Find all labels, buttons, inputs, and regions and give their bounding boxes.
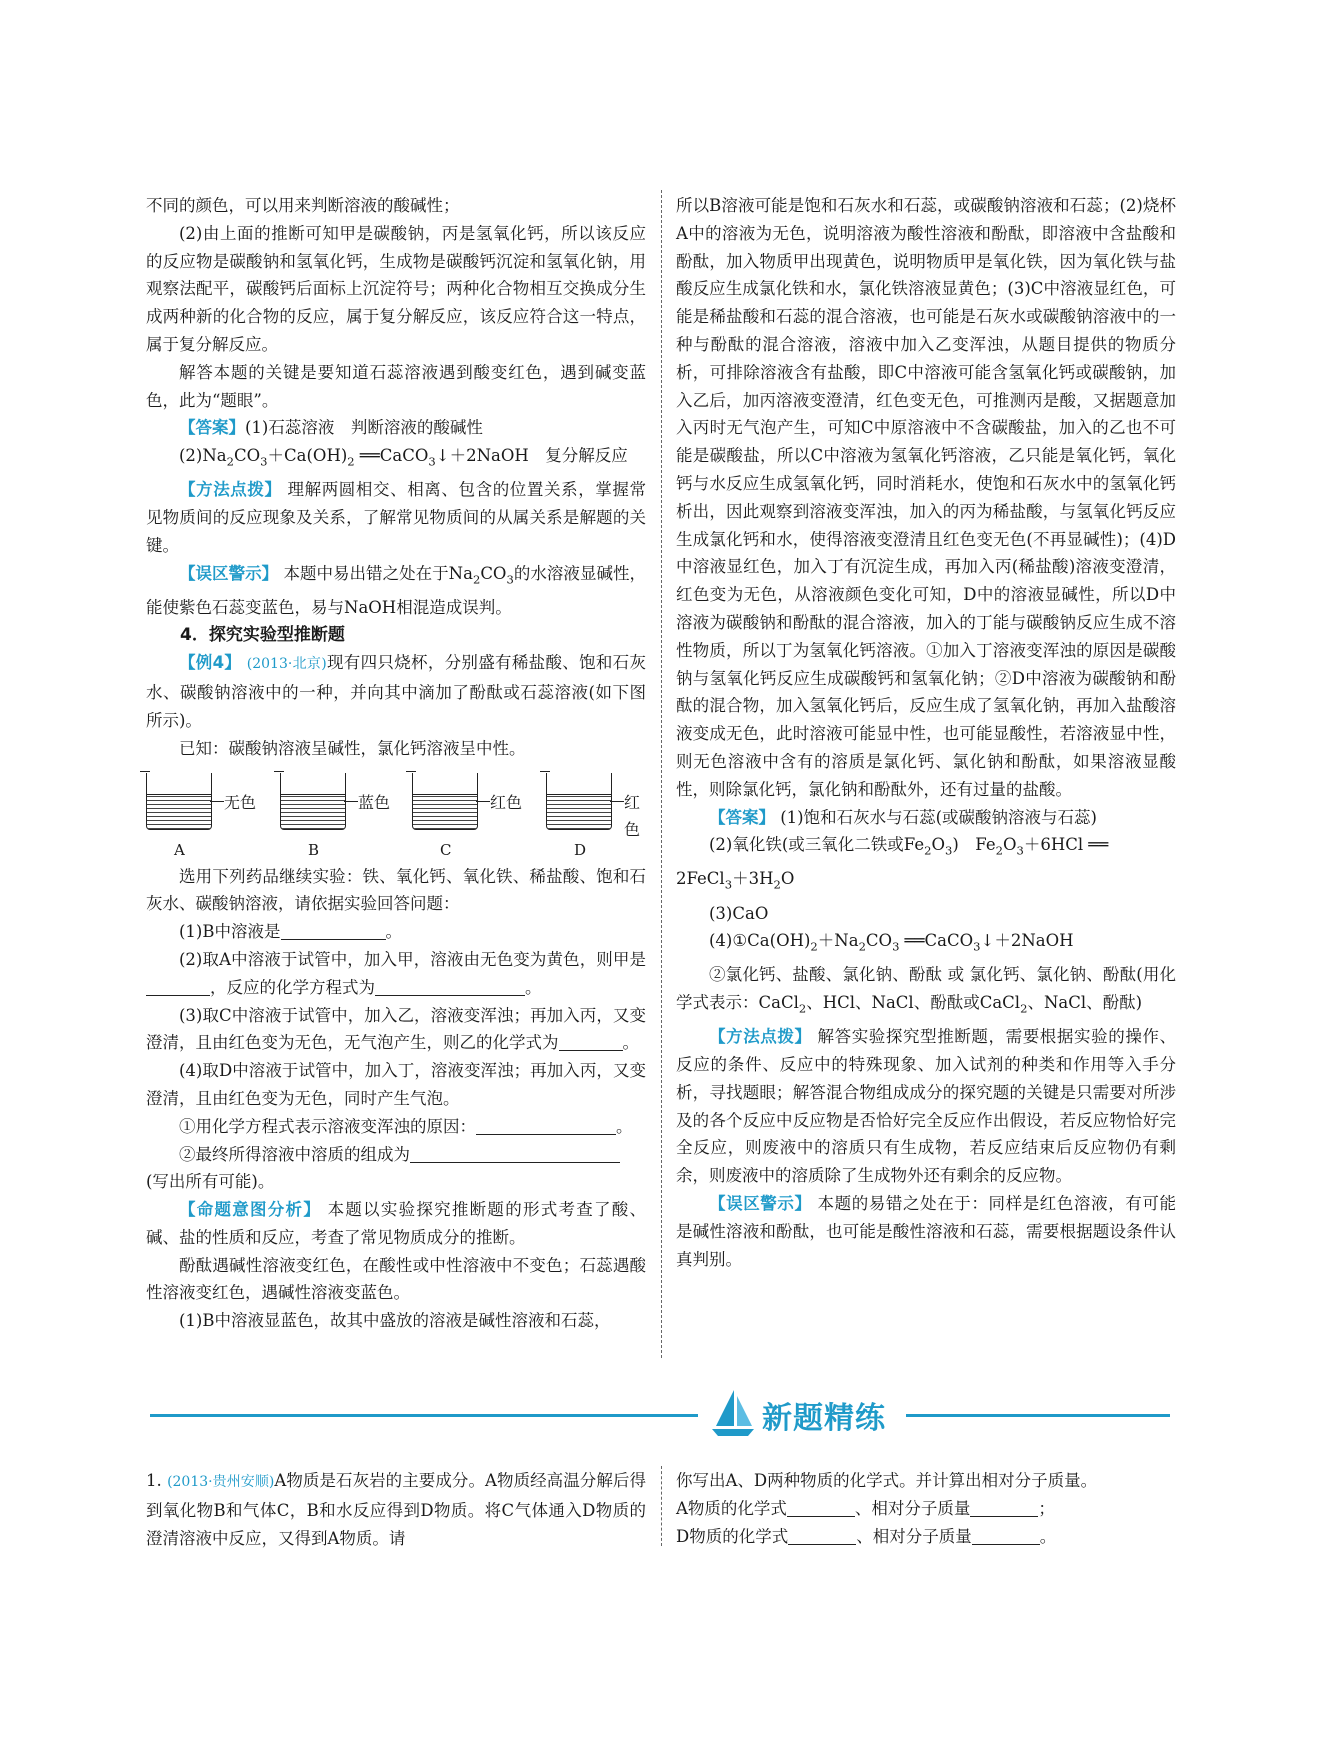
answer-blank (410, 1145, 620, 1163)
question-4-1: ①用化学方程式表示溶液变浑浊的原因： 。 (179, 1116, 633, 1136)
section-banner (150, 1384, 1170, 1444)
warning-tag: 【误区警示】 (709, 1194, 812, 1214)
sailboat-icon (710, 1388, 756, 1438)
intent-analysis: 【命题意图分析】 本题以实验探究推断题的形式考查了酸、碱、盐的性质和反应，考查了常见物质成分的推断。 (146, 1200, 647, 1247)
answer-line-3: (3)CaO (709, 903, 769, 923)
method-tag: 【方法点拨】 (179, 480, 282, 500)
answer-blank (559, 1034, 623, 1052)
beaker-icon (280, 773, 346, 830)
beaker-icon (146, 773, 212, 830)
beaker-label: 红色 (490, 792, 523, 812)
error-warning: 【误区警示】 本题中易出错之处在于$Na_2CO_3$的水溶液显碱性，能使紫色石蕊变蓝色，易与NaOH相混造成误判。 (146, 563, 647, 617)
practice-question-1-cont: 你写出A、D两种物质的化学式。并计算出相对分子质量。 (676, 1471, 1098, 1490)
paragraph: 解答本题的关键是要知道石蕊溶液遇到酸变红色，遇到碱变蓝色，此为“题眼”。 (146, 362, 646, 410)
beaker-letter: A (174, 840, 185, 859)
error-warning: 【误区警示】 本题的易错之处在于：同样是红色溶液，有可能是碱性溶液和酚酞，也可能是酸性溶液和石蕊，需要根据题设条件认真判别。 (676, 1194, 1177, 1269)
method-tip: 【方法点拨】 理解两圆相交、相离、包含的位置关系，掌握常见物质间的反应现象及关系，了解常见物质间的从属关系是解题的关键。 (146, 480, 647, 555)
known-condition: 已知：碳酸钠溶液呈碱性，氯化钙溶液呈中性。 (179, 738, 526, 758)
question-1: (1)B中溶液是 。 (179, 922, 402, 942)
question-4-2-note: (写出所有可能)。 (146, 1172, 275, 1192)
answer-blank (972, 1527, 1040, 1545)
answer-text: (1)石蕊溶液 判断溶液的酸碱性 (245, 418, 483, 438)
left-column (146, 192, 646, 1335)
answer-tag: 【答案】 (179, 418, 245, 438)
practice-right (676, 1467, 1176, 1550)
method-tip: 【方法点拨】 解答实验探究型推断题，需要根据实验的操作、反应的条件、反应中的特殊现象、加入试剂的种类和作用等入手分析，寻找题眼；解答混合物组成成分的探究题的关键是只需要对所涉及的各个反应中反应物是否恰好完全反应作出假设，若反应物恰好完全反应，则废液中的溶质只有生成物，若反应结束后反应物仍有剩余，则废液中的溶质除了生成物外还有剩余的反应物。 (676, 1027, 1177, 1186)
banner-line-right (906, 1414, 1170, 1417)
answer-line-2: $(2)Na_2CO_3+Ca(OH)_2$ ══CaCO$_3$↓＋2NaOH 复分解反应 (179, 446, 628, 469)
column-divider (661, 1466, 662, 1546)
question-4-2: ②最终所得溶液中溶质的组成为 (146, 1141, 646, 1169)
practice-answer-d: D物质的化学式 、相对分子质量 。 (676, 1526, 1057, 1546)
answer-line-5: ②氯化钙、盐酸、氯化钠、酚酞 或 氯化钙、氯化钠、酚酞(用化学式表示：CaCl$_2$、HCl、NaCl、酚酞或CaCl$_2$、NaCl、酚酞) (676, 965, 1176, 1016)
answer-blank (146, 978, 210, 996)
answer-line-2b: $2FeCl_3+3H_2O$ (676, 869, 795, 892)
paragraph: 酚酞遇碱性溶液变红色，在酸性或中性溶液中不变色；石蕊遇酸性溶液变红色，遇碱性溶液变蓝色。 (146, 1255, 646, 1303)
beaker-letter: B (308, 840, 320, 859)
beaker-label: 蓝色 (358, 792, 391, 812)
beaker-icon (412, 773, 478, 830)
banner-line-left (150, 1414, 698, 1417)
example-4: 【例4】 (2013·北京)现有四只烧杯，分别盛有稀盐酸、饱和石灰水、碳酸钠溶液中的一种，并向其中滴加了酚酞或石蕊溶液(如下图所示)。 (146, 653, 646, 730)
answer-line-4: $(4)①Ca(OH)_2+Na_2CO_3$ ══CaCO$_3$↓＋2NaOH (709, 931, 1074, 954)
warning-tag: 【误区警示】 (179, 563, 279, 583)
answer-blank (375, 978, 525, 996)
answer-blank (970, 1499, 1038, 1517)
answer-tag: 【答案】 (709, 807, 775, 827)
paragraph: (2)由上面的推断可知甲是碳酸钠，丙是氢氧化钙，所以该反应的反应物是碳酸钠和氢氧化钙，生成物是碳酸钙沉淀和氢氧化钠，用观察法配平，碳酸钙后面标上沉淀符号；两种化合物相互交换成分生成两种新的化合物的反应，属于复分解反应，该反应符合这一特点，属于复分解反应。 (146, 223, 646, 354)
beaker-figure (146, 767, 646, 861)
answer-blank (787, 1499, 855, 1517)
answer-blank (476, 1117, 616, 1135)
answer-line-1 (146, 414, 646, 442)
question-2: (2)取A中溶液于试管中，加入甲，溶液由无色变为黄色，则甲是，反应的化学方程式为 。 (146, 946, 646, 1002)
paragraph: 所以B溶液可能是饱和石灰水和石蕊，或碳酸钠溶液和石蕊；(2)烧杯A中的溶液为无色，说明溶液为酸性溶液和酚酞，即溶液中含盐酸和酚酞，加入物质甲出现黄色，说明物质甲是氧化铁，因为氧化铁与盐酸反应生成氯化铁和水，氯化铁溶液显黄色；(3)C中溶液显红色，可能是稀盐酸和石蕊的混合溶液，也可能是石灰水或碳酸钠溶液中的一种与酚酞的混合溶液，溶液中加入乙变浑浊，从题目提供的物质分析，可排除溶液含有盐酸，即C中溶液可能含氢氧化钙或碳酸钠，加入乙后，加丙溶液变澄清，红色变无色，可推测丙是酸，又据题意加入丙时无气泡产生，可知C中原溶液中不含碳酸盐，加入的乙也不可能是碳酸盐，所以C中溶液为氢氧化钙溶液，乙只能是氧化钙，氧化钙与水反应生成氢氧化钙，同时消耗水，使饱和石灰水中的氢氧化钙析出，因此观察到溶液变浑浊，加入的丙为稀盐酸，与氢氧化钙反应生成氯化钙和水，使得溶液变澄清且红色变无色(不再显碱性)；(4)D中溶液显红色，加入丁有沉淀生成，再加入丙(稀盐酸)溶液变澄清，红色变为无色，从溶液颜色变化可知，D中的溶液显碱性，所以D中溶液为碳酸钠和酚酞的混合溶液，加入的丁能与碳酸钠反应生成不溶性物质，所以丁为氢氧化钙溶液。①加入丁溶液变浑浊的原因是碳酸钠与氢氧化钙反应生成碳酸钙和氢氧化钠；②D中溶液为碳酸钠和酚酞的混合物，加入氢氧化钙后，反应生成了氢氧化钠，再加入盐酸溶液变成无色，此时溶液可能显中性，也可能显酸性，若溶液显中性，则无色溶液中含有的溶质是氯化钙、氯化钠和酚酞，如果溶液显酸性，则除氯化钙，氯化钠和酚酞外，还有过量的盐酸。 (676, 196, 1176, 799)
beaker-letter: C (440, 840, 452, 859)
paragraph: 选用下列药品继续实验：铁、氧化钙、氧化铁、稀盐酸、饱和石灰水、碳酸钠溶液，请依据实验回答问题： (146, 866, 646, 914)
answer-line-1: 【答案】 (1)饱和石灰水与石蕊(或碳酸钠溶液与石蕊) (709, 807, 1097, 827)
answer-line-2: (2)氧化铁(或三氧化二铁或$Fe_2O_3$) $Fe_2O_3+6HCl$ ══ (709, 835, 1109, 858)
practice-left (146, 1467, 646, 1552)
beaker-letter: D (574, 840, 587, 859)
beaker-label: 红色 (624, 792, 641, 840)
method-tag: 【方法点拨】 (709, 1027, 812, 1047)
beaker-label: 无色 (224, 792, 257, 812)
banner-title: 新题精练 (762, 1401, 886, 1436)
question-source: (2013·贵州安顺) (167, 1474, 275, 1490)
question-3: (3)取C中溶液于试管中，加入乙，溶液变浑浊；再加入丙，又变澄清，且由红色变为无色，无气泡产生，则乙的化学式为 。 (146, 1005, 646, 1053)
intent-tag: 【命题意图分析】 (179, 1200, 322, 1220)
paragraph: (1)B中溶液显蓝色，故其中盛放的溶液是碱性溶液和石蕊， (179, 1311, 611, 1331)
paragraph: 不同的颜色，可以用来判断溶液的酸碱性； (146, 196, 460, 215)
example-tag: 【例4】 (179, 653, 242, 673)
beaker-icon (546, 773, 612, 830)
example-source: (2013·北京) (246, 656, 327, 673)
answer-blank (281, 923, 386, 941)
section-title: 4．探究实验型推断题 (180, 624, 345, 645)
right-column (676, 192, 1176, 1273)
column-divider (661, 190, 662, 1358)
answer-blank (788, 1527, 856, 1545)
practice-answer-a: A物质的化学式 、相对分子质量 ； (676, 1498, 1055, 1518)
practice-question-1: 1. (2013·贵州安顺)A物质是石灰岩的主要成分。A物质经高温分解后得到氧化物B和气体C，B和水反应得到D物质。将C气体通入D物质的澄清溶液中反应，又得到A物质。请 (146, 1471, 646, 1548)
question-4: (4)取D中溶液于试管中，加入丁，溶液变浑浊；再加入丙，又变澄清，且由红色变为无色，同时产生气泡。 (146, 1061, 646, 1108)
